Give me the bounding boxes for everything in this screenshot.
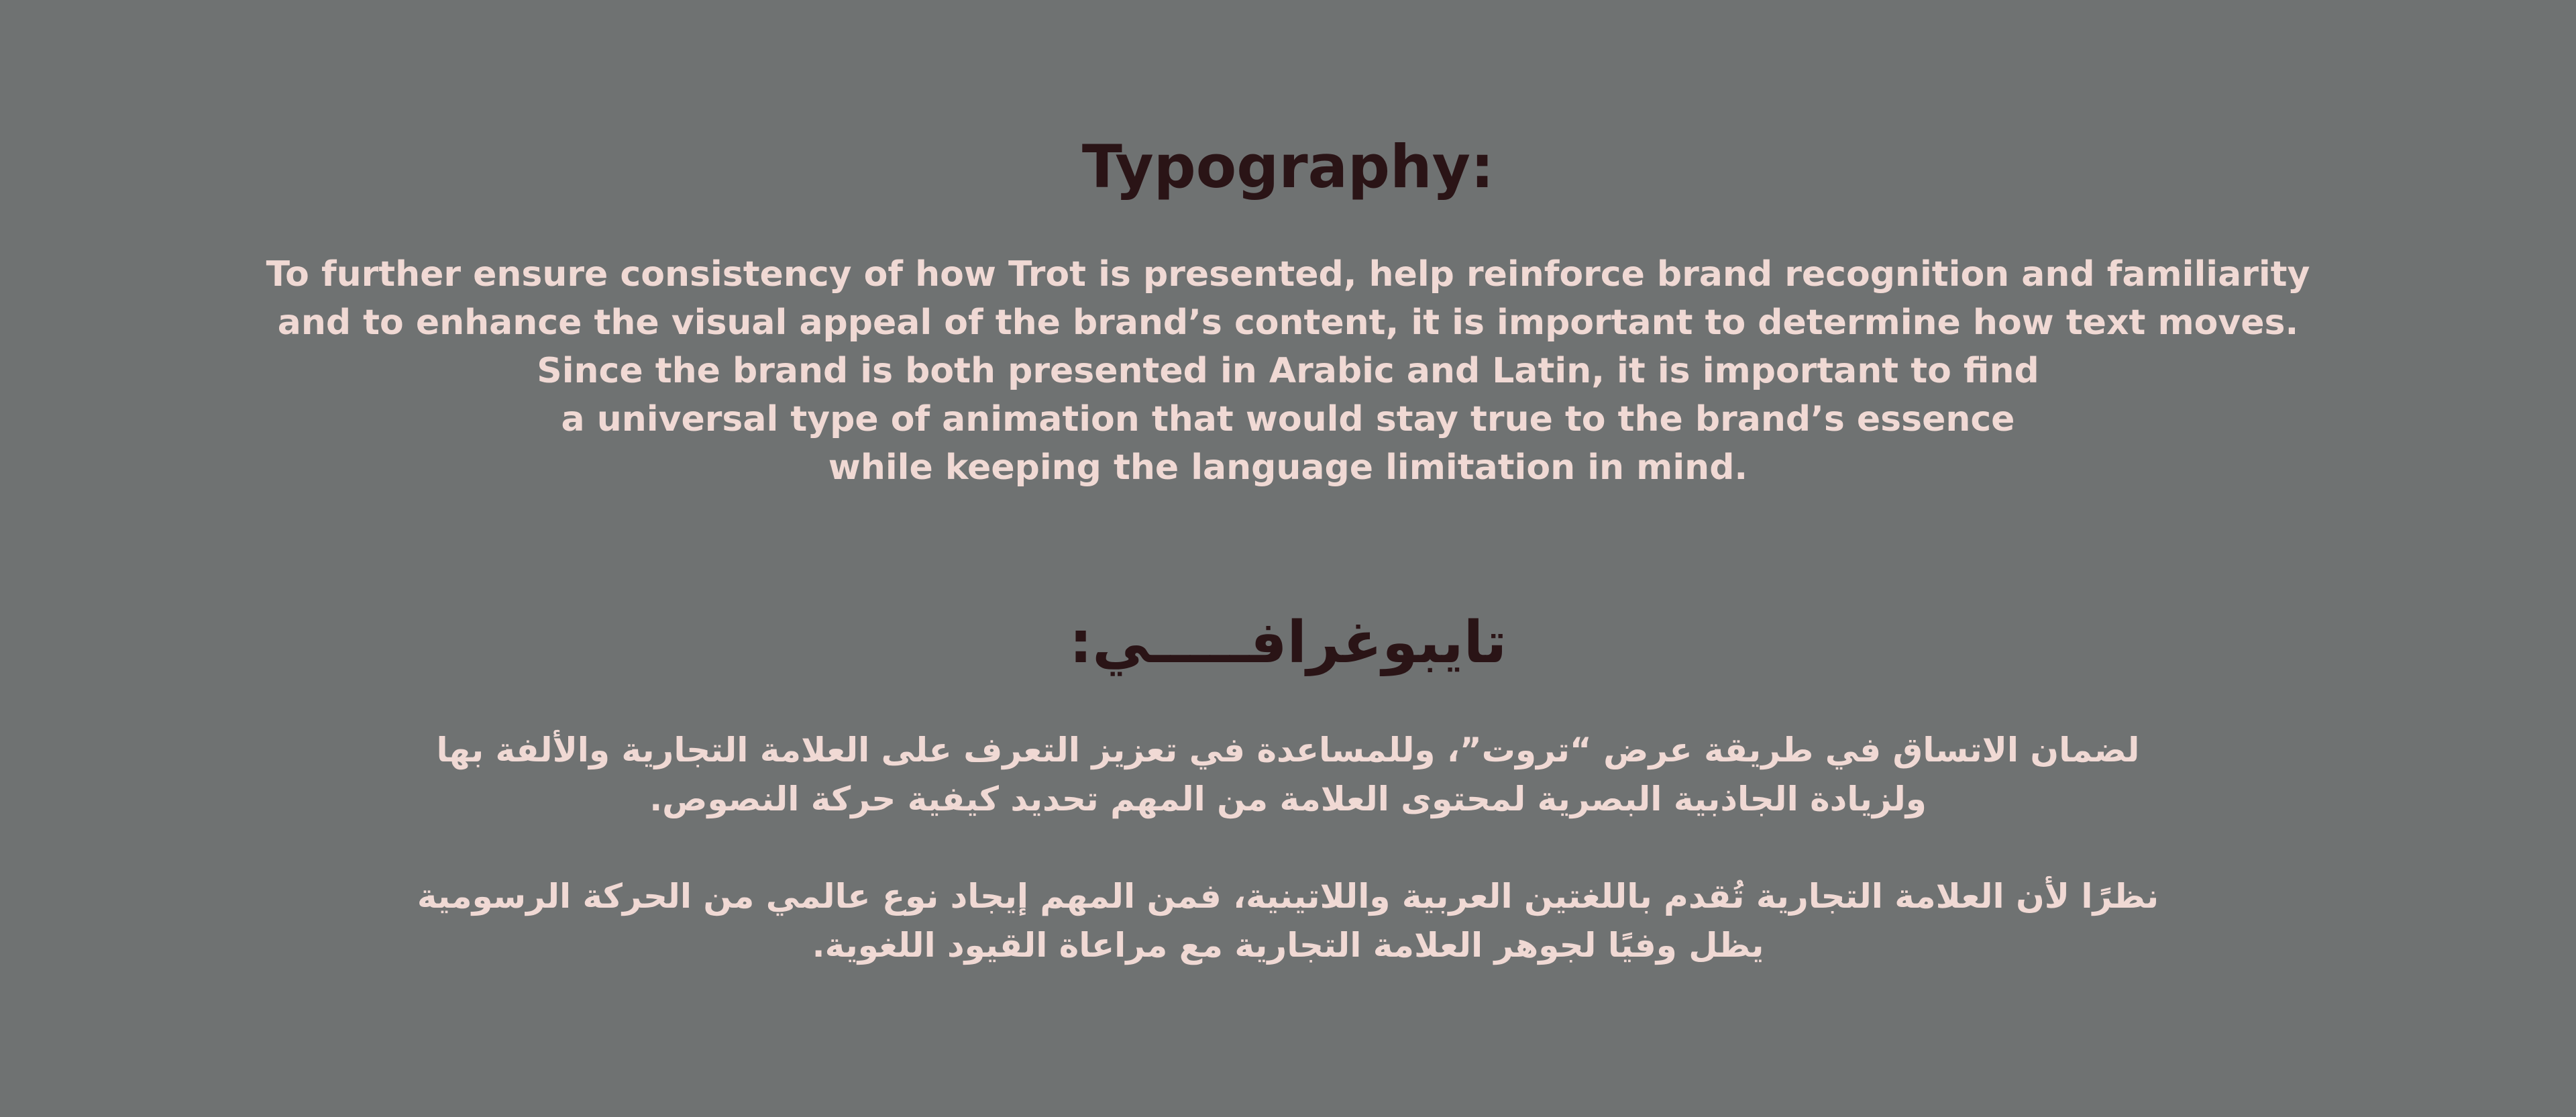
- latin-line-5: while keeping the language limitation in mind.: [828, 447, 1748, 488]
- arabic-p2-line-2: يظل وفيًا لجوهر العلامة التجارية مع مراعاة القيود اللغوية.: [812, 926, 1764, 965]
- latin-title: Typography:: [1081, 132, 1495, 201]
- arabic-title-block: [0, 609, 2576, 676]
- arabic-body-2: [0, 872, 2576, 970]
- latin-line-1: To further ensure consistency of how Trot is presented, help reinforce brand recognition and familiarity: [266, 254, 2310, 295]
- arabic-paragraph-1: [0, 726, 2576, 824]
- latin-line-3: Since the brand is both presented in Arabic and Latin, it is important to find: [537, 351, 2039, 391]
- arabic-paragraph-2: [0, 872, 2576, 970]
- arabic-p1-line-1: لضمان الاتساق في طريقة عرض “تروت”، وللمساعدة في تعزيز التعرف على العلامة التجارية والألفة بها: [436, 731, 2140, 769]
- latin-line-2: and to enhance the visual appeal of the brand’s content, it is important to determine how text moves.: [277, 303, 2299, 343]
- latin-line-4: a universal type of animation that would stay true to the brand’s essence: [561, 399, 2015, 439]
- arabic-title: تايبوغرافـــــي:: [1069, 609, 1507, 676]
- arabic-p2-line-1: نظرًا لأن العلامة التجارية تُقدم باللغتين العربية واللاتينية، فمن المهم إيجاد نوع عالمي من الحركة الرسومية: [417, 877, 2159, 916]
- latin-title-block: [0, 132, 2576, 201]
- arabic-body-1: [0, 726, 2576, 824]
- arabic-p1-line-2: ولزيادة الجاذبية البصرية لمحتوى العلامة من المهم تحديد كيفية حركة النصوص.: [649, 780, 1927, 818]
- latin-paragraph: [0, 250, 2576, 492]
- latin-body: [0, 250, 2576, 492]
